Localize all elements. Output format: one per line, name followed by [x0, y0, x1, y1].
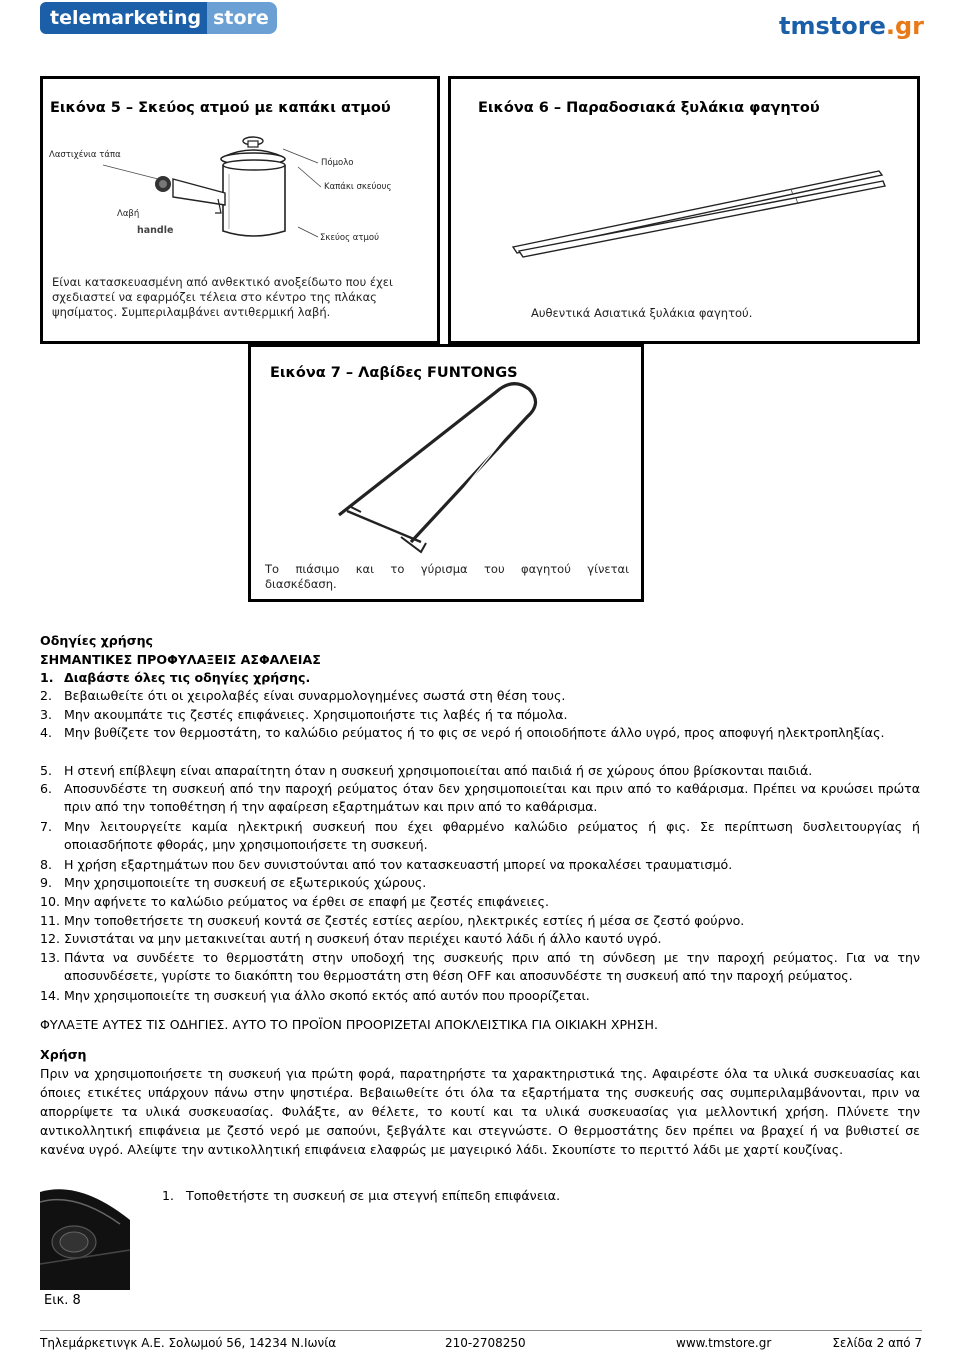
rule-text: Μην βυθίζετε τον θερμοστάτη, το καλώδιο ρεύματος ή το φις σε νερό ή οποιοδήποτε άλλο υγρό, προς αποφυγή ηλεκτροπληξίας.: [64, 725, 885, 740]
rule-number: 6.: [40, 781, 53, 796]
figure-7-title: Εικόνα 7 – Λαβίδες FUNTONGS: [270, 365, 518, 381]
footer-divider: [40, 1330, 922, 1331]
page-footer: [40, 1336, 922, 1354]
figure-7-box: [248, 344, 644, 602]
rule-number: 4.: [40, 725, 53, 740]
rule-number: 3.: [40, 707, 53, 722]
rule-text: Συνιστάται να μην μετακινείται αυτή η συσκευή όταν περιέχει καυτό λάδι ή άλλο καυτό υγρό.: [64, 931, 662, 946]
rule-text: Πάντα να συνδέετε το θερμοστάτη στην υποδοχή της συσκευής πριν από τη σύνδεση με την παροχή ρεύματος. Για να την αποσυνδέσετε, γυρίστε το διακόπτη του θερμοστάτη στη θέση OFF και αποσυνδέστε τη συσκευή από την παροχή ρεύματος.: [64, 950, 920, 983]
keep-instructions-notice: ΦΥΛΑΞΤΕ ΑΥΤΕΣ ΤΙΣ ΟΔΗΓΙΕΣ. ΑΥΤΟ ΤΟ ΠΡΟΪΟΝ ΠΡΟΟΡΙΖΕΤΑΙ ΑΠΟΚΛΕΙΣΤΙΚΑ ΓΙΑ ΟΙΚΙΑΚΗ ΧΡΗΣΗ.: [40, 1017, 658, 1032]
rule-number: 10.: [40, 894, 61, 909]
footer-website[interactable]: www.tmstore.gr: [676, 1336, 772, 1350]
rule-text: Μην λειτουργείτε καμία ηλεκτρική συσκευή που έχει φθαρμένο καλώδιο ρεύματος ή φις. Σε περίπτωση δυσλειτουργίας ή οποιασδήποτε φθοράς, μην χρησιμοποιήσετε τη συσκευή.: [64, 819, 920, 852]
figure-7-description: Το πιάσιμο και το γύρισμα του φαγητού γίνεται διασκέδαση.: [265, 562, 629, 591]
label-steamer-pot: Σκεύος ατμού: [320, 233, 380, 243]
usage-heading: Χρήση: [40, 1047, 87, 1062]
label-lid: Καπάκι σκεύους: [324, 182, 392, 192]
figure-5-description: Είναι κατασκευασμένη από ανθεκτικό ανοξείδωτο που έχει σχεδιαστεί να εφαρμόζει τέλεια στο κέντρο της πλάκας ψησίματος. Συμπεριλαμβάνει αντιθερμική λαβή.: [52, 275, 393, 319]
footer-page-number: Σελίδα 2 από 7: [832, 1336, 922, 1350]
rule-text: Η στενή επίβλεψη είναι απαραίτητη όταν η συσκευή χρησιμοποιείται από παιδιά ή σε χώρους όπου βρίσκονται παιδιά.: [64, 763, 813, 778]
rule-number: 8.: [40, 857, 53, 872]
rule-text: Διαβάστε όλες τις οδηγίες χρήσης.: [64, 670, 311, 685]
rule-text: Μην ακουμπάτε τις ζεστές επιφάνειες. Χρησιμοποιήστε τις λαβές ή τα πόμολα.: [64, 707, 568, 722]
tmstore-logo: [779, 12, 924, 40]
rule-number: 5.: [40, 763, 53, 778]
figure-5-title: Εικόνα 5 – Σκεύος ατμού με καπάκι ατμού: [50, 100, 391, 116]
rule-number: 12.: [40, 931, 61, 946]
instructions-heading: Οδηγίες χρήσης: [40, 633, 154, 648]
rule-text: Μην τοποθετήσετε τη συσκευή κοντά σε ζεστές εστίες αερίου, ηλεκτρικές εστίες ή μέσα σε ζεστό φούρνο.: [64, 913, 745, 928]
figure-6-box: [448, 76, 920, 344]
rule-number: 2.: [40, 688, 53, 703]
rule-number: 14.: [40, 988, 61, 1003]
grill-plate-illustration: [40, 1180, 130, 1290]
label-knob: Πόμολο: [321, 158, 354, 168]
logo-right-part-a: tmstore: [779, 12, 886, 40]
rule-text: Βεβαιωθείτε ότι οι χειρολαβές είναι συναρμολογημένες σωστά στη θέση τους.: [64, 688, 566, 703]
safety-heading: ΣΗΜΑΝΤΙΚΕΣ ΠΡΟΦΥΛΑΞΕΙΣ ΑΣΦΑΛΕΙΑΣ: [40, 652, 321, 667]
rule-text: Μην χρησιμοποιείτε τη συσκευή για άλλο σκοπό εκτός από αυτόν που προορίζεται.: [64, 988, 590, 1003]
step-text: Τοποθετήστε τη συσκευή σε μια στεγνή επίπεδη επιφάνεια.: [186, 1188, 561, 1203]
rule-number: 9.: [40, 875, 53, 890]
label-handle-en: handle: [137, 225, 174, 236]
figure-8-caption: Εικ. 8: [44, 1293, 81, 1308]
rule-number: 13.: [40, 950, 61, 965]
usage-paragraph: Πριν να χρησιμοποιήσετε τη συσκευή για πρώτη φορά, παρατηρήστε τα χαρακτηριστικά της. Αφαιρέστε όλα τα υλικά συσκευασίας και όποιες ετικέτες υπάρχουν πάνω στην ψηστιέρα. Βεβαιωθείτε ότι όλα τα εξαρτήματα της συσκευής σας συμπεριλαμβάνονται, πριν να απορρίψετε τα υλικά συσκευασίας. Φυλάξτε, αν θέλετε, το κουτί και τα υλικά συσκευασίας για μελλοντική χρήση. Πλύνετε την αντικολλητική επιφάνεια με ζεστό νερό με σαπούνι, ξεβγάλτε και στεγνώστε. Ο θερμοστάτης δεν πρέπει να βραχεί ή να βυθιστεί σε κανένα υγρό. Αλείψτε την αντικολλητική επιφάνεια ελαφρώς με μαγειρικό λάδι. Σκουπίστε το περιττό λάδι με χαρτί κουζίνας.: [40, 1066, 920, 1157]
logo-right-part-b: .gr: [885, 12, 924, 40]
rule-text: Αποσυνδέστε τη συσκευή από την παροχή ρεύματος όταν δεν χρησιμοποιείται και πριν από το καθάρισμα. Πρέπει να κρυώσει πρώτα πριν από την τοποθέτηση ή την αφαίρεση εξαρτημάτων και πριν από το καθάρισμα.: [64, 781, 920, 814]
rule-text: Μην αφήνετε το καλώδιο ρεύματος να έρθει σε επαφή με ζεστές επιφάνειες.: [64, 894, 549, 909]
logo-left-part-b: store: [207, 2, 277, 34]
telemarketing-store-logo: [40, 2, 277, 34]
figure-5-box: [40, 76, 440, 344]
footer-company: Τηλεμάρκετινγκ Α.Ε. Σολωμού 56, 14234 Ν.Ιωνία: [40, 1336, 337, 1350]
logo-left-part-a: telemarketing: [40, 2, 207, 34]
rule-number: 1.: [40, 670, 54, 685]
figure-6-title: Εικόνα 6 – Παραδοσιακά ξυλάκια φαγητού: [478, 100, 820, 116]
label-handle: Λαβή: [117, 209, 140, 219]
rule-number: 7.: [40, 819, 53, 834]
label-rubber-cap: Λαστιχένια τάπα: [49, 150, 121, 160]
rule-text: Η χρήση εξαρτημάτων που δεν συνιστούνται από τον κατασκευαστή μπορεί να προκαλέσει τραυματισμό.: [64, 857, 733, 872]
figure-6-description: Αυθεντικά Ασιατικά ξυλάκια φαγητού.: [531, 306, 753, 320]
rule-text: Μην χρησιμοποιείτε τη συσκευή σε εξωτερικούς χώρους.: [64, 875, 427, 890]
step-number: 1.: [162, 1188, 175, 1203]
footer-phone: 210-2708250: [445, 1336, 526, 1350]
rule-number: 11.: [40, 913, 61, 928]
